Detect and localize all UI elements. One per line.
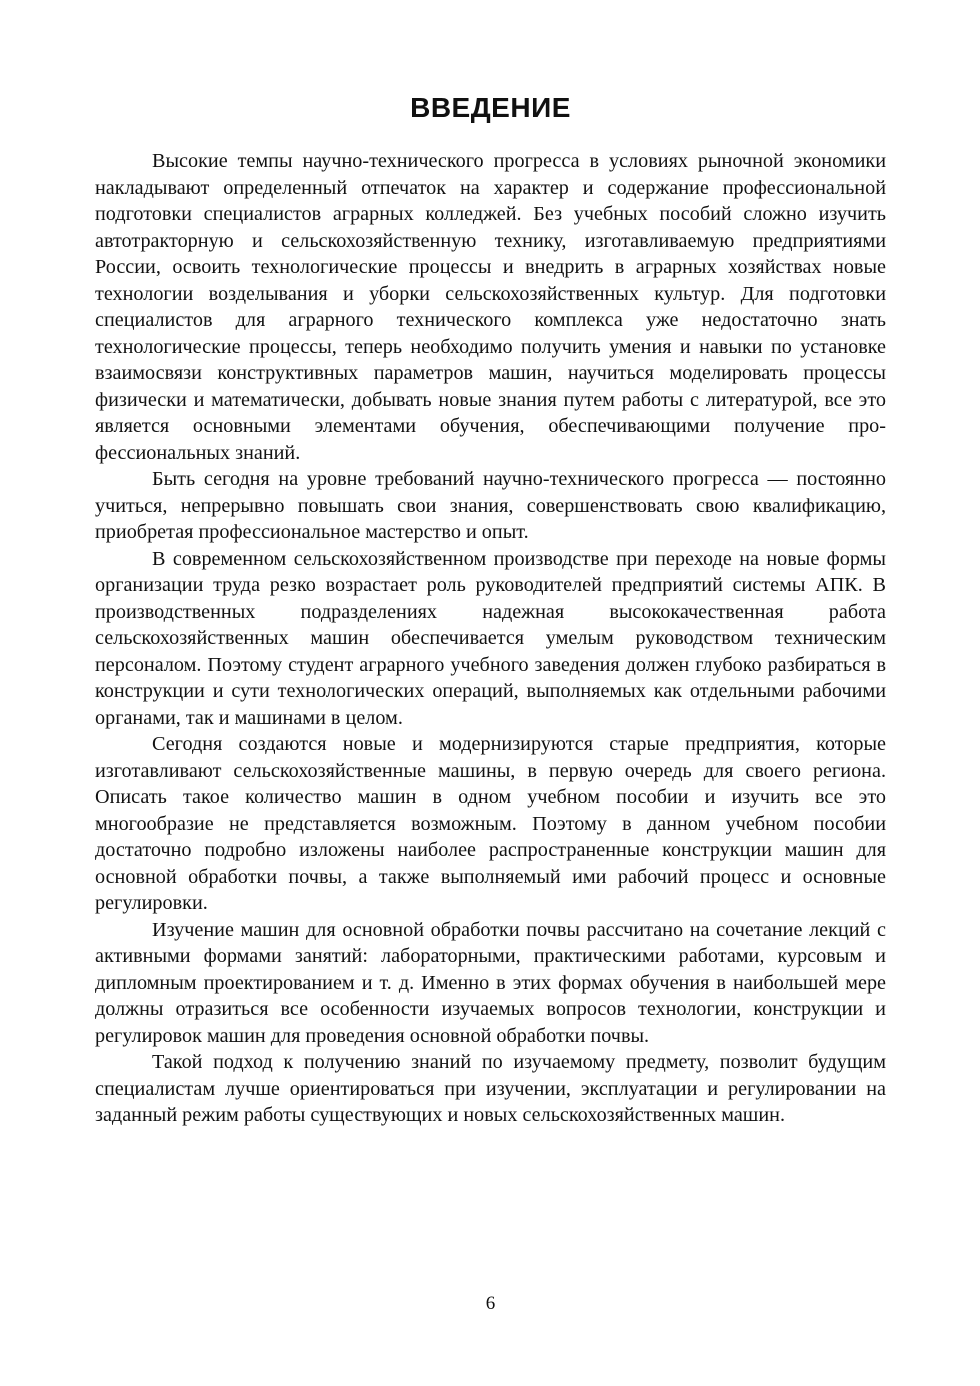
page-title: ВВЕДЕНИЕ	[410, 92, 571, 123]
document-page	[95, 0, 886, 1386]
paragraph-3: В современном сельскохозяйственном производстве при переходе на новые формы организации труда резко возрастает роль руководителей предприятий системы АПК. В производственных подразделениях надежная высококачественная работа сельскохозяйственных машин обеспечивается умелым руководством техническим персоналом. Поэтому студент аграрного учебного заведения должен глубоко разбираться в конструкции и сути технологических операций, выполняемых как отдельными рабочими органами, так и машинами в целом.	[95, 547, 886, 729]
paragraph-1: Высокие темпы научно-технического прогресса в условиях рыночной экономики накладывают определенный отпечаток на характер и содержание профессиональной подготовки специалистов аграрных колледжей. Без учебных пособий сложно изучить автотракторную и сельскохозяйственную технику, изготавливаемую предприятиями России, освоить технологические процессы и внедрить в аграрных хозяйствах новые технологии возделывания и уборки сельскохозяйственных культур. Для подготовки специалистов для аграрного технического комплекса уже недостаточно знать технологические процессы, теперь необходимо получить умения и навыки по установке взаимосвязи конструктивных параметров машин, научиться моделировать процессы физически и математически, добывать новые знания путем работы с литературой, все это является основными элементами обучения, обеспечивающими получение профессиональных знаний.	[95, 150, 886, 464]
page-number: 6	[485, 1293, 496, 1314]
paragraph-4: Сегодня создаются новые и модернизируются старые предприятия, которые изготавливают сельскохозяйственные машины, в первую очередь для своего региона. Описать такое количество машин в одном учебном пособии и изучить все это многообразие не представляется возможным. Поэтому в данном учебном пособии достаточно подробно изложены наиболее распространенные конструкции машин для основной обработки почвы, а также выполняемый ими рабочий процесс и основные регулировки.	[95, 733, 886, 914]
paragraph-6: Такой подход к получению знаний по изучаемому предмету, позволит будущим специалистам лучше ориентироваться при изучении, эксплуатации и регулировании на заданный режим работы существующих и новых сельскохозяйственных машин.	[95, 1051, 886, 1126]
paragraph-5: Изучение машин для основной обработки почвы рассчитано на сочетание лекций с активными формами занятий: лабораторными, практическими работами, курсовым и дипломным проектированием и т. д. Именно в этих формах обучения в наибольшей мере должны отразиться все особенности изучаемых вопросов технологии, конструкции и регулировок машин для проведения основной обработки почвы.	[95, 918, 886, 1047]
paragraph-2: Быть сегодня на уровне требований научно-технического прогресса — постоянно учиться, непрерывно повышать свои знания, совершенствовать свою квалификацию, приобретая профессиональное мастерство и опыт.	[95, 468, 886, 543]
body-text	[95, 148, 886, 1129]
